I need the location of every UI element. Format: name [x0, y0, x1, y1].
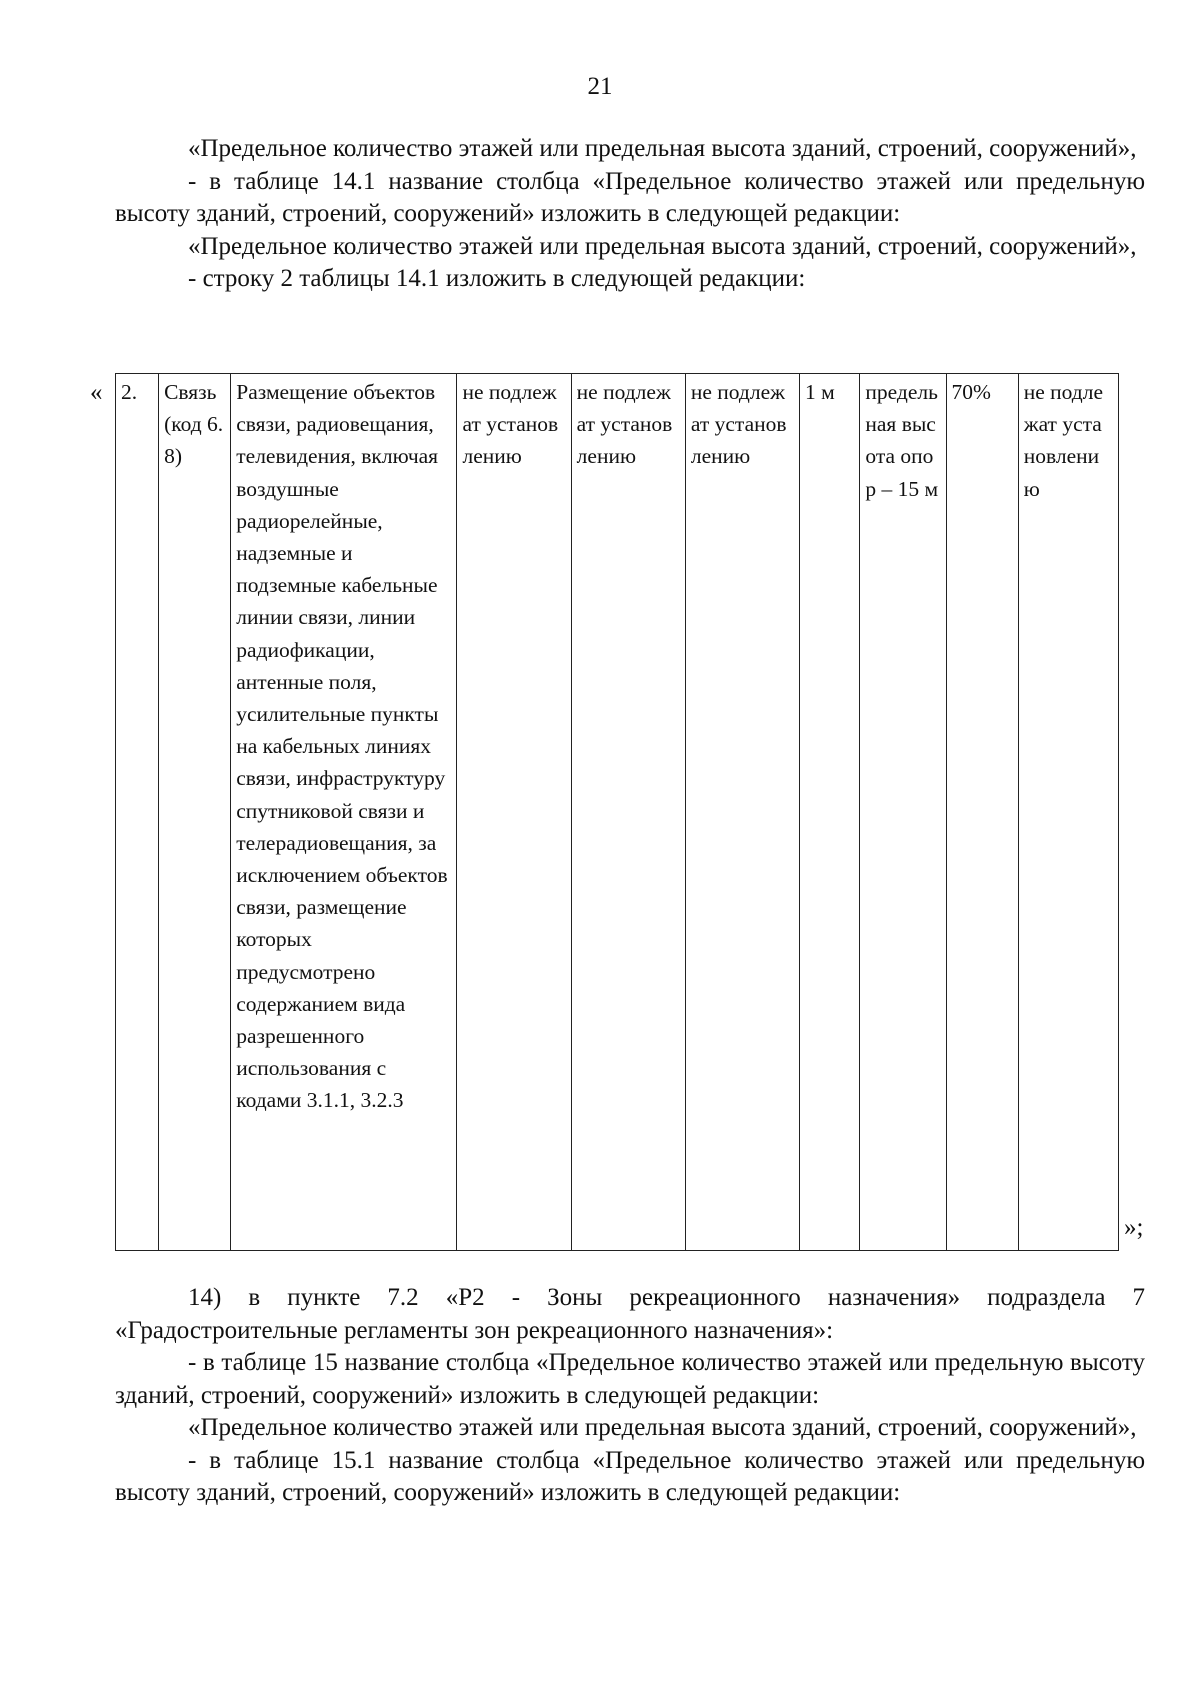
paragraph: 14) в пункте 7.2 «Р2 - Зоны рекреационного назначения» подраздела 7 «Градостроительные регламенты зон рекреационного назначения»: [115, 1284, 1145, 1344]
cell-col9: 70% [946, 374, 1018, 1251]
cell-col10: не подлежат установлению [1018, 374, 1118, 1251]
paragraph: - в таблице 15.1 название столбца «Предельное количество этажей или предельную высоту зданий, строений, сооружений» изложить в следующей редакции: [115, 1446, 1145, 1506]
paragraph: - строку 2 таблицы 14.1 изложить в следующей редакции: [188, 265, 806, 292]
paragraph: «Предельное количество этажей или предельная высота зданий, строений, сооружений», [188, 1414, 1137, 1441]
cell-col4: не подлежат установлению [457, 374, 571, 1251]
cell-col6: не подлежат установлению [685, 374, 799, 1251]
amendment-table [115, 373, 1119, 1251]
table-open-quote: « [90, 379, 103, 406]
page-number: 21 [587, 73, 613, 100]
cell-col7: 1 м [800, 374, 860, 1251]
paragraph: - в таблице 15 название столбца «Предельное количество этажей или предельную высоту зданий, строений, сооружений» изложить в следующей редакции: [115, 1349, 1145, 1409]
cell-col5: не подлежат установлению [571, 374, 685, 1251]
cell-description: Размещение объектов связи, радиовещания, телевидения, включая воздушные радиорелейные, надземные и подземные кабельные линии связи, линии радиофикации, антенные поля, усилительные пункты на кабельных линиях связи, инфраструктуру спутниковой связи и телерадиовещания, за исключением объектов связи, размещение которых предусмотрено содержанием вида разрешенного использования с кодами 3.1.1, 3.2.3 [231, 374, 457, 1251]
table-row [116, 374, 1119, 1251]
cell-row-number: 2. [116, 374, 159, 1251]
paragraph: - в таблице 14.1 название столбца «Предельное количество этажей или предельную высоту зданий, строений, сооружений» изложить в следующей редакции: [115, 167, 1145, 227]
table-close-quote: »; [1124, 1214, 1144, 1241]
bottom-text-block [115, 1282, 1145, 1510]
top-text-block [115, 133, 1145, 296]
cell-col8: предельная высота опор – 15 м [860, 374, 946, 1251]
cell-use-name: Связь (код 6.8) [159, 374, 231, 1251]
paragraph: «Предельное количество этажей или предельная высота зданий, строений, сооружений», [188, 232, 1137, 260]
paragraph: «Предельное количество этажей или предельная высота зданий, строений, сооружений», [188, 135, 1137, 162]
